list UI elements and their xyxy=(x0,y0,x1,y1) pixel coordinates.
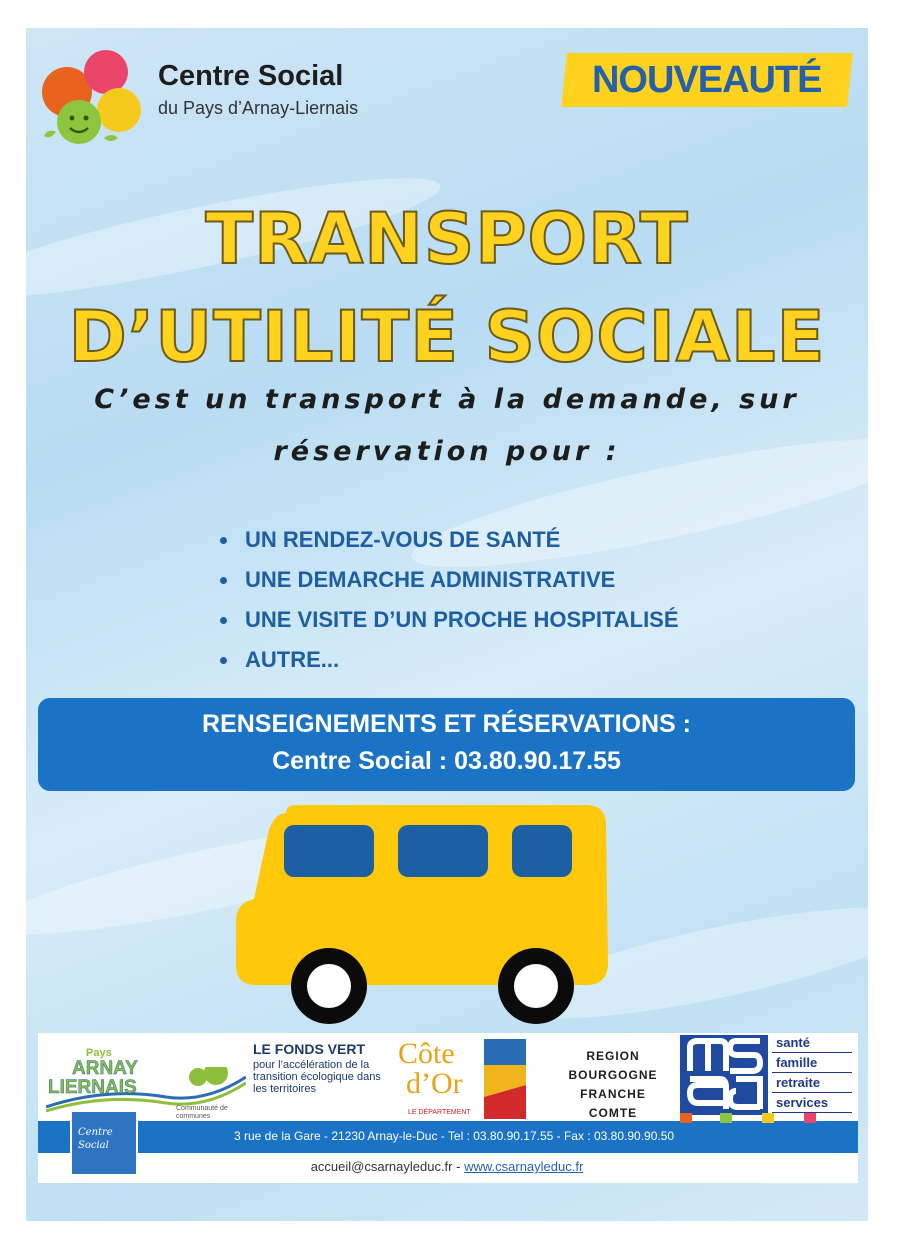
bullet-icon xyxy=(220,577,227,584)
pays-name-line2: LIERNAIS xyxy=(48,1077,137,1098)
msa-word: santé xyxy=(772,1033,852,1053)
fonds-heading: LE FONDS VERT xyxy=(253,1041,366,1057)
bullet-icon xyxy=(220,537,227,544)
list-item xyxy=(216,520,679,560)
subtitle xyxy=(26,374,868,478)
contact-line xyxy=(26,1159,868,1174)
main-title-line2: D’UTILITÉ SOCIALE xyxy=(68,296,826,378)
cote-dor-logo xyxy=(398,1037,528,1123)
new-badge-label: NOUVEAUTÉ xyxy=(592,58,822,101)
bullet-icon xyxy=(220,617,227,624)
color-dot-pink xyxy=(804,1113,816,1123)
poster xyxy=(26,28,868,1221)
main-title-line1: TRANSPORT xyxy=(205,198,689,280)
region-bfc-logo xyxy=(558,1047,668,1123)
region-line1: REGION xyxy=(586,1049,640,1063)
pays-label: Pays xyxy=(86,1047,112,1059)
separator: - xyxy=(452,1159,465,1174)
fonds-text: pour l’accélération de la transition écologique dans les territoires xyxy=(253,1059,381,1095)
pays-community: Communauté de communes xyxy=(176,1105,228,1120)
centre-social-logo-icon xyxy=(34,40,144,150)
msa-logo xyxy=(680,1035,768,1115)
purpose-list xyxy=(216,520,679,680)
list-item xyxy=(216,560,679,600)
address-bar xyxy=(38,1121,858,1153)
list-item-label: AUTRE... xyxy=(245,647,340,672)
bus-icon xyxy=(226,803,626,1028)
new-badge xyxy=(561,53,853,107)
org-name: Centre Social xyxy=(158,60,344,92)
region-line2: BOURGOGNE xyxy=(568,1068,658,1082)
pays-name-line1: ARNAY xyxy=(72,1058,138,1079)
info-heading: RENSEIGNEMENTS ET RÉSERVATIONS : xyxy=(202,710,691,738)
color-dot-orange xyxy=(680,1113,692,1123)
subtitle-line2: réservation pour : xyxy=(273,436,621,467)
msa-mark-icon xyxy=(680,1035,768,1115)
cote-line2: d’Or xyxy=(406,1067,463,1100)
color-dot-green xyxy=(720,1113,732,1123)
msa-word: retraite xyxy=(772,1073,852,1093)
address-text: 3 rue de la Gare - 21230 Arnay-le-Duc - Tel : 03.80.90.17.55 - Fax : 03.80.90.90.50 xyxy=(234,1129,675,1143)
pays-name xyxy=(48,1059,138,1097)
info-box xyxy=(38,698,855,791)
info-contact: Centre Social : 03.80.90.17.55 xyxy=(272,747,621,775)
list-item xyxy=(216,640,679,680)
color-dot-yellow xyxy=(762,1113,774,1123)
region-line4: COMTE xyxy=(588,1106,638,1120)
msa-word: services xyxy=(772,1093,852,1113)
bullet-icon xyxy=(220,657,227,664)
fonds-vert-logo xyxy=(253,1041,393,1095)
subtitle-line1: C’est un transport à la demande, sur xyxy=(94,384,800,415)
list-item xyxy=(216,600,679,640)
org-subtitle: du Pays d’Arnay-Liernais xyxy=(158,98,359,118)
website-link[interactable]: www.csarnayleduc.fr xyxy=(464,1159,584,1174)
cote-sub: LE DÉPARTEMENT xyxy=(408,1109,471,1116)
list-item-label: UNE VISITE D’UN PROCHE HOSPITALISÉ xyxy=(245,607,679,632)
cs-logo-text: Centre Social xyxy=(78,1127,113,1151)
email-link[interactable]: accueil@csarnayleduc.fr xyxy=(310,1159,453,1174)
region-line3: FRANCHE xyxy=(580,1087,646,1101)
msa-words xyxy=(772,1033,852,1113)
list-item-label: UNE DEMARCHE ADMINISTRATIVE xyxy=(245,567,616,592)
cote-line1: Côte xyxy=(398,1037,455,1070)
msa-word: famille xyxy=(772,1053,852,1073)
cote-dor-flag-icon xyxy=(484,1039,526,1119)
list-item-label: UN RENDEZ-VOUS DE SANTÉ xyxy=(245,527,561,552)
